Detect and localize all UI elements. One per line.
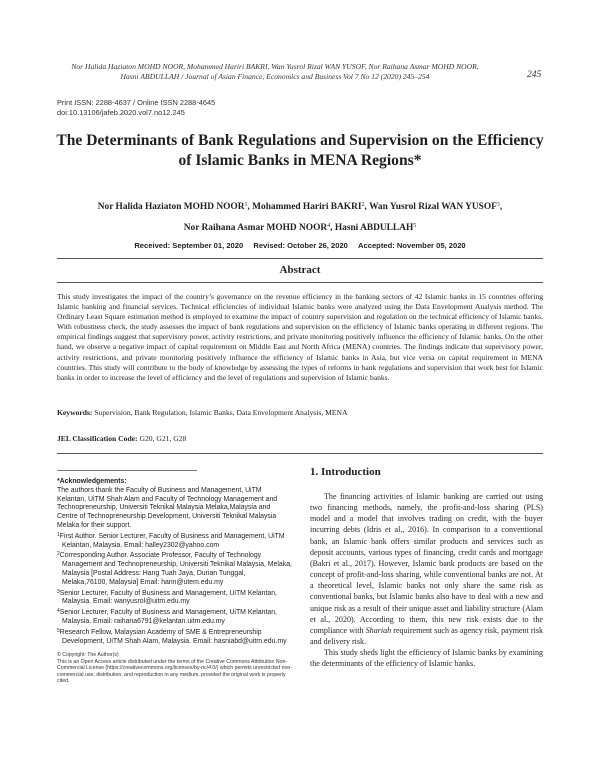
- revised-date: Revised: October 26, 2020: [253, 241, 348, 250]
- license-text: This is an Open Access article distributed under the terms of the Creative Commons Attribution Non-Commercial License (https://creativecommons.org/licenses/by-nc/4.0/) which permits unrestricted non-commercial use, distribution, and reproduction in any medium, provided the original work is properly cited.: [57, 658, 292, 685]
- footnote-4: [57, 607, 292, 627]
- introduction-p1-text: The financing activities of Islamic banking are carried out using two financing methods, namely, the profit-and-loss sharing (PLS) model and a model that involves trading on credit, with the buyer incurring debts (Idris et al., 2016). In comparison to a conventional bank, an Islamic bank offers similar products and services such as deposit accounts, various types of financing, credit cards and mortgage (Bakri et al., 2017). However, Islamic bank products are based on the concept of profit-and-loss sharing, while conventional banks are not. At a theoretical level, Islamic banks not only share the same risk as conventional banks, but Islamic banks also have to deal with a new and unique risk as a result of their unique asset and liability structure (Alam et al., 2020). According to them, this new risk exists due to the compliance with: [310, 492, 543, 635]
- acknowledgements-title: *Acknowledgements:: [57, 478, 127, 485]
- jel-label: JEL Classification Code:: [57, 434, 138, 443]
- divider-bottom: [57, 453, 543, 454]
- introduction-paragraph-2: This study sheds light the efficiency of Islamic banks by examining the determinants of the efficiency of Islamic banks.: [310, 648, 543, 669]
- submission-dates: [55, 241, 545, 250]
- issn-block: [57, 98, 215, 118]
- author-3-affiliation: 3: [496, 202, 500, 208]
- running-header-line-1: Nor Halida Haziaton MOHD NOOR, Mohammed Hariri BAKRI, Wan Yusrol Rizal WAN YUSOF, Nor Raihana Asmar MOHD NOOR,: [71, 62, 479, 71]
- footnote-3: [57, 588, 292, 608]
- footnote-3-mark: 3: [57, 588, 60, 595]
- author-2-affiliation: 2: [361, 202, 365, 208]
- footnote-5: [57, 627, 292, 647]
- keywords-label: Keywords:: [57, 408, 93, 417]
- author-2: Mohammed Hariri BAKRI: [252, 202, 362, 212]
- footnote-4-mark: 4: [57, 608, 60, 615]
- introduction-body: [310, 491, 543, 670]
- copyright-notice: [57, 652, 292, 685]
- author-1-affiliation: 1: [244, 202, 248, 208]
- footnote-2-text: Corresponding Author. Associate Professor, Faculty of Technology Management and Technopreneurship, Universiti Teknikal Malaysia, Melaka, Malaysia [Postal Address: Hang Tuah Jaya, Durian Tunggal, Melaka,76100, Malaysia] Email: harin@utem.edu.my: [59, 552, 292, 586]
- acknowledgements-text: The authors thank the Faculty of Business and Management, UiTM Kelantan, UiTM Shah Alam and Faculty of Technology Management and Technopreneurship, Universiti Teknikal Malaysia Melaka,Malaysia and Centre of Technopreneurship Development, Universiti Teknikal Malaysia Melaka for their support.: [57, 486, 278, 529]
- footnote-2-mark: 2: [57, 551, 60, 558]
- author-1: Nor Halida Haziaton MOHD NOOR: [97, 202, 245, 212]
- abstract-body: This study investigates the impact of the country’s governance on the revenue efficiency in the banking sectors of 42 Islamic banks in 15 countries offering Islamic banking and financial services. Technical efficiencies of individual Islamic banks were analyzed using the Data Envelopment Analysis method. The Ordinary Least Square estimation method is employed to examine the impact of country supervision and regulation on the technical efficiency of Islamic banks. With robustness check, the study assesses the impact of bank regulations and supervision on the efficiency of Islamic banks operating in different regions. The empirical findings suggest that supervisory power, activity restrictions, and private monitoring positively influence the efficiency of Islamic banks. On the other hand, we observe a negative impact of capital requirement on Middle East and North Africa (MENA) countries. The findings indicate that supervisory power, activity restrictions, and private monitoring positively influence the efficiency of Islamic banks in Asia, but vice versa on capital requirement in MENA countries. This study will contribute to the body of knowledge by assessing the types of reforms in bank regulations and supervision that work best for Islamic banks in order to increase the level of efficiency and the level of regulations and supervision of Islamic banks.: [57, 292, 543, 382]
- introduction-p1-end: requirement such as agency risk, payment risk and delivery risk.: [310, 625, 544, 647]
- author-4: Nor Raihana Asmar MOHD NOOR: [183, 223, 328, 233]
- divider-top: [57, 258, 543, 259]
- title-line-1: The Determinants of Bank Regulations and Supervision on the Efficiency: [56, 132, 544, 149]
- doi-line: doi:10.13106/jafeb.2020.vol7.no12.245: [57, 108, 185, 117]
- jel-text: G20, G21, G28: [139, 434, 187, 443]
- author-3: Wan Yusrol Rizal WAN YUSOF: [369, 202, 497, 212]
- footnote-5-text: Research Fellow, Malaysian Academy of SME & Entrepreneurship Development, UiTM Shah Alam, Malaysia. Email: hasniabd@uitm.edu.my: [59, 628, 287, 645]
- author-line-2: Nor Raihana Asmar MOHD NOOR$^4$, Hasni ABDULLAH$^5$: [183, 223, 417, 233]
- running-header: [40, 62, 510, 82]
- title-line-2: of Islamic Banks in MENA Regions*: [178, 152, 422, 169]
- author-5-affiliation: 5: [413, 223, 417, 229]
- keywords-text: Supervision, Bank Regulation, Islamic Banks, Data Envelopment Analysis, MENA: [94, 408, 348, 417]
- footnote-1-mark: 1: [57, 531, 60, 538]
- copyright-line: © Copyright: The Author(s): [57, 652, 119, 658]
- footnotes: [57, 478, 292, 646]
- jel-codes: [57, 434, 543, 443]
- author-list: [55, 196, 545, 238]
- footnote-1: [57, 531, 292, 551]
- page-number: 245: [527, 70, 542, 80]
- introduction-paragraph-1: [310, 491, 543, 647]
- accepted-date: Accepted: November 05, 2020: [358, 241, 466, 250]
- divider-abstract: [57, 282, 543, 283]
- author-5: Hasni ABDULLAH: [334, 223, 414, 233]
- issn-line: Print ISSN: 2288-4637 / Online ISSN 2288-4645: [57, 98, 216, 107]
- keywords: [57, 408, 543, 417]
- introduction-p1-italic: Shariah: [365, 625, 392, 635]
- footnote-rule: [57, 470, 197, 471]
- footnote-3-text: Senior Lecturer, Faculty of Business and Management, UiTM Kelantan, Malaysia. Email: wanyusrol@uitm.edu.my: [59, 589, 277, 606]
- footnote-4-text: Senior Lecturer, Faculty of Business and Management, UiTM Kelantan, Malaysia. Email: raihana6791@kelantan.uitm.edu.my: [59, 609, 277, 625]
- footnote-1-text: First Author. Senior Lecturer, Faculty of Business and Management, UiTM Kelantan, Malaysia. Email: halley2302@yahoo.com: [59, 532, 285, 549]
- paper-title: [40, 131, 560, 171]
- introduction-heading: 1. Introduction: [310, 466, 381, 478]
- footnote-2: [57, 550, 292, 587]
- footnote-5-mark: 5: [57, 627, 60, 634]
- author-4-affiliation: 4: [327, 223, 331, 229]
- running-header-line-2: Hasni ABDULLAH / Journal of Asian Finance, Economics and Business Vol 7 No 12 (2020) 245–254: [120, 72, 430, 81]
- received-date: Received: September 01, 2020: [134, 241, 244, 250]
- author-line-1: Nor Halida Haziaton MOHD NOOR$^1$, Mohammed Hariri BAKRI$^2$, Wan Yusrol Rizal WAN YUSOF$^3$,: [97, 202, 503, 212]
- abstract-heading: Abstract: [279, 264, 321, 276]
